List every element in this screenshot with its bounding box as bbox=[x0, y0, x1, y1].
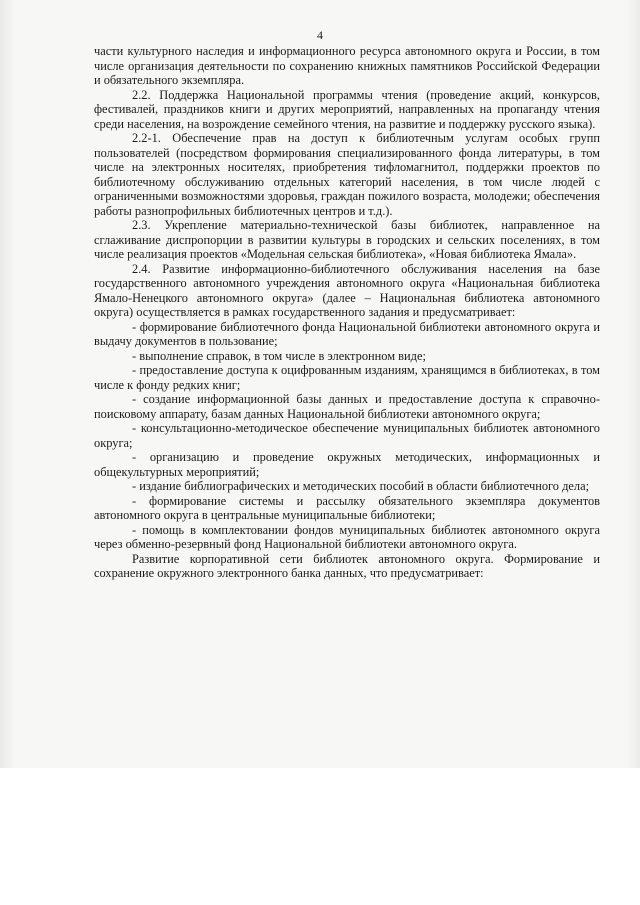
list-item-events: - организацию и проведение окружных методических, информационных и общекультурных мероприятий; bbox=[94, 450, 600, 479]
list-item-digitized-access: - предоставление доступа к оцифрованным изданиям, хранящимся в библиотеках, в том числе к фонду редких книг; bbox=[94, 363, 600, 392]
paragraph-2-2: 2.2. Поддержка Национальной программы чтения (проведение акций, конкурсов, фестивалей, праздников книги и других мероприятий, направленных на пропаганду чтения среди населения, на возрождение семейного чтения, на развитие и поддержку русского языка). bbox=[94, 87, 600, 131]
list-item-references: - выполнение справок, в том числе в электронном виде; bbox=[132, 348, 426, 363]
paragraph-2-3: 2.3. Укрепление материально-технической базы библиотек, направленное на сглаживание диспропорции в развитии культуры в городских и сельских поселениях, в том числе реализация проектов «Модельная сельская библиотека», «Новая библиотека Ямала». bbox=[94, 218, 600, 261]
document-body bbox=[94, 44, 600, 581]
paragraph-heritage-continuation: части культурного наследия и информационного ресурса автономного округа и России, в том числе организация деятельности по сохранению книжных памятников Российской Федерации и обязательного экземпляра. bbox=[94, 44, 600, 87]
list-item-publishing: - издание библиографических и методических пособий в области библиотечного дела; bbox=[132, 479, 590, 493]
page-number: 4 bbox=[317, 28, 323, 42]
list-item-database: - создание информационной базы данных и предоставление доступа к справочно-поисковому аппарату, базам данных Национальной библиотеки автономного округа; bbox=[94, 392, 600, 421]
list-item-methodical-support: - консультационно-методическое обеспечение муниципальных библиотек автономного округа; bbox=[94, 421, 600, 450]
paragraph-2-2-1: 2.2-1. Обеспечение прав на доступ к библиотечным услугам особых групп пользователей (посредством формирования специализированного фонда литературы, в том числе на электронных носителях, приобретения тифломагнитол, поддержки проектов по библиотечному обслуживанию отдельных категорий населения, в том числе людей с ограниченными возможностями здоровья, граждан пожилого возраста, молодежи; обеспечения работы разнопрофильных библиотечных центров и т.д.). bbox=[94, 131, 600, 218]
paragraph-2-4: 2.4. Развитие информационно-библиотечного обслуживания населения на базе государственного автономного учреждения автономного округа «Национальная библиотека Ямало-Ненецкого автономного округа» (далее – Национальная библиотека автономного округа) осуществляется в рамках государственного задания и предусматривает: bbox=[94, 261, 600, 319]
paragraph-corporate-network: Развитие корпоративной сети библиотек автономного округа. Формирование и сохранение окружного электронного банка данных, что предусматривает: bbox=[94, 551, 600, 580]
list-item-acquisition-help: - помощь в комплектовании фондов муниципальных библиотек автономного округа через обменно-резервный фонд Национальной библиотеки автономного округа. bbox=[94, 522, 600, 551]
list-item-mandatory-copy: - формирование системы и рассылку обязательного экземпляра документов автономного округа в центральные муниципальные библиотеки; bbox=[94, 493, 600, 522]
list-item-fund-formation: - формирование библиотечного фонда Национальной библиотеки автономного округа и выдачу документов в пользование; bbox=[94, 319, 600, 348]
